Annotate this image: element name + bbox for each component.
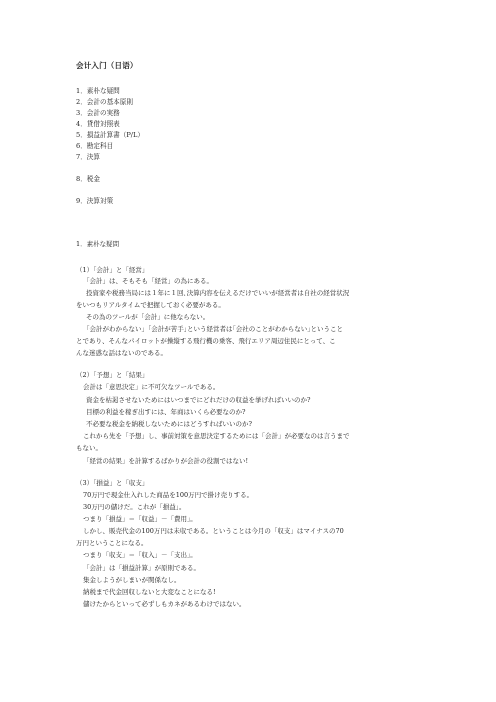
paragraph-line: 万円ということになる。 [76,539,148,547]
section-heading: 1．素朴な疑問 [76,240,120,248]
paragraph-line: んな迷惑な話はないのである。 [76,349,167,357]
paragraph-line: 資金を枯渇させないためにはいつまでにどれだけの収益を挙げればいいのか? [86,396,311,404]
toc-gap [76,163,144,174]
paragraph-line: つまり「収支」＝「収入」－「支出」。 [83,551,197,559]
table-of-contents [76,86,144,207]
paragraph-line: をいつもリアルタイムで把握しておく必要がある。 [76,301,225,309]
toc-item: 1．素朴な疑問 [76,87,120,95]
paragraph-line: 納税まで代金回収しないと大変なことになる! [83,588,216,596]
toc-item: 9．決算対策 [76,197,114,205]
subsection-heading: （2）「予想」と「結果」 [76,371,149,379]
toc-item: 2．会計の基本原則 [76,98,133,106]
toc-gap [76,185,144,196]
paragraph-line: とであり、そんなパイロットが操縦する飛行機の乗客、飛行エリア周辺住民にとって、こ [76,337,336,345]
paragraph-line: 70万円で現金仕入れした商品を100万円で掛け売りする。 [83,491,254,499]
paragraph-line: 「会計」は「損益計算」が原則である。 [83,564,200,572]
toc-item: 8．税金 [76,175,100,183]
toc-item: 3．会計の実務 [76,109,120,117]
paragraph-line: 「経営の結果」を計算するばかりが会計の役割ではない! [83,457,249,465]
paragraph-line: 集金しようがしまいが関係なし。 [83,576,181,584]
paragraph-line: 「会計」は、そもそも「経営」の為にある。 [83,277,213,285]
toc-item: 6．勘定科目 [76,142,114,150]
paragraph-line: 30万円の儲けだ。これが「損益」。 [83,503,186,511]
paragraph-line: 目標の利益を稼ぎ出すには、年商はいくら必要なのか? [86,408,246,416]
paragraph-line: 「会計がわからない」｢会計が苦手｣という経営者は｢会社のことがわからない｣ということ [83,325,343,333]
document-title: 会计入门（日语） [76,61,138,70]
subsection-heading: （1）「会計」と「経営」 [76,266,149,274]
toc-item: 4．貸借対照表 [76,120,120,128]
paragraph-line: 会計は「意思決定」に不可欠なツールである。 [83,383,220,391]
paragraph-line: 不必要な税金を納税しないためにはどうすればいいのか? [86,420,252,428]
toc-item: 5．損益計算書（P/L） [76,131,144,139]
paragraph-line: その為のツールが「会計」に他ならない。 [86,313,210,321]
paragraph-line: 儲けたからといって必ずしもカネがあるわけではない。 [83,600,246,608]
paragraph-line: つまり「損益」＝「収益」－「費用」。 [83,515,197,523]
paragraph-line: 投資家や税務当局には１年に１回､決算内容を伝えるだけでいいが経営者は自社の経営状況 [86,289,350,297]
subsection-heading: （3）「損益」と「収支」 [76,479,149,487]
toc-item: 7．決算 [76,153,100,161]
paragraph-line: これから先を「予想」し、事前対策を意思決定するためには「会計」が必要なのは言うまで [83,432,350,440]
paragraph-line: もない。 [76,444,102,452]
paragraph-line: しかし、販売代金の100万円は未収である。ということは今月の「収支」はマイナスの70 [83,527,344,535]
